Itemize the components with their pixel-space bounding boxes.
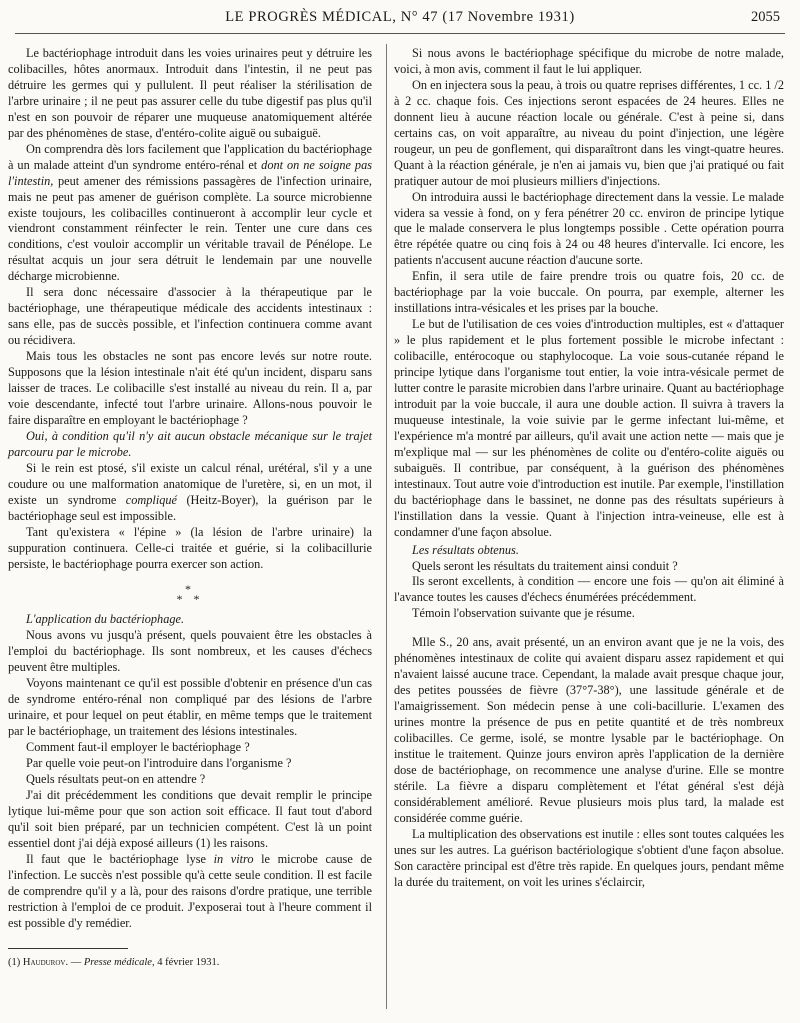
- page-header: [0, 9, 800, 35]
- footnote-source: Presse médicale: [83, 956, 152, 968]
- footnote-dash: —: [68, 956, 84, 968]
- paragraph: Enfin, il sera utile de faire prendre trois ou quatre fois, 20 cc. de bactériophage par la voie buccale. On pourra, par exemple, alterner les instillations intra-vésicales et les prises par la bouche.: [394, 269, 784, 316]
- paragraph: [8, 461, 372, 525]
- emphasis-text: in vitro: [213, 851, 254, 866]
- paragraph: [8, 852, 372, 932]
- section-title: L'application du bactériophage.: [26, 612, 185, 627]
- footnote-date: , 4 février 1931.: [151, 956, 220, 968]
- header-rule: [15, 33, 785, 34]
- paragraph: On introduira aussi le bactériophage directement dans la vessie. Le malade videra sa vessie à fond, on y fera pénétrer 20 cc. environ de principe lytique que le malade conservera le plus longtemps possible . Cette opération pourra être répétée quatre ou cinq fois à 24 ou 48 heures d'intervalle. Ici encore, les patients n'accusent aucune réaction d'aucune sorte.: [394, 189, 784, 268]
- footnote-rule: [8, 948, 128, 949]
- column-divider: [386, 44, 387, 1009]
- paragraph: Le but de l'utilisation de ces voies d'introduction multiples, est « d'attaquer » le plus rapidement et le plus fortement possible le microbe infectant : colibacille, entérocoque ou staphylocoque. La voie sous-cutanée répand le principe lytique dans l'organisme tout entier, la voie intra-vésicale permet de lutter contre le parasite microbien dans l'arbre urinaire. Quant au bactériophage introduit par la voie buccale, il aura une double action. Il suivra à travers la muqueuse intestinale, la voie suivie par le germe infectant lui-même, et l'expérience m'a montré par ailleurs, qu'il avait une action nette — mais que je m'explique mal — sur les phénomènes de colite ou d'entéro-colite aiguës ou subaiguës. Il contribue, par conséquent, à la guérison des phénomènes intestinaux. Tout autre voie d'introduction est inutile. Par exemple, l'instillation du bactériophage dans le bassinet, ne donne pas des résultats supérieurs à l'instillation dans la vessie. Quant à l'injection intra-veineuse, elle est à condamner d'une façon absolue.: [394, 317, 784, 539]
- case-report-paragraph: Mlle S., 20 ans, avait présenté, un an environ avant que je ne la vois, des phénomènes intestinaux de colite qui avaient disparu assez rapidement et qui n'avaient laissé aucune trace. Cependant, la malade avait presque chaque jour, des petites poussées de fièvre (37°7-38°), une lassitude générale et de l'amaigrissement. Son médecin pense à une coli-bacillurie. L'examen des urines montre la présence de pus en petite quantité et de très nombreux colibacilles. Ce germe, isolé, se montre lysable par le bactériophage. On institue le traitement. Quinze jours environ après l'application de la dernière dose de bactériophage, on recommence une analyse d'urine. Elle se montre stérile. La fièvre a disparu complètement et l'état général s'est déjà considérablement amélioré. Revue plusieurs mois plus tard, la malade est considérée comme guérie.: [394, 635, 784, 825]
- separator-star: *: [185, 582, 195, 597]
- paragraph: Voyons maintenant ce qu'il est possible d'obtenir en présence d'un cas de syndrome entéro-rénal non compliqué par des lésions de l'arbre urinaire, et pour lequel on peut établir, en même temps que le traitement par le bactériophage, un traitement des lésions intestinales.: [8, 676, 372, 739]
- paragraph: Comment faut-il employer le bactériophage ?: [26, 740, 250, 755]
- paragraph: Ils seront excellents, à condition — encore une fois — qu'on ait éliminé à l'avance toutes les causes d'échecs énumérées précédemment.: [394, 574, 784, 605]
- paragraph-text: (Heitz-Boyer), la guérison par le bactériophage seul est impossible.: [8, 492, 373, 523]
- paragraph-text: le microbe cause de l'infection. Le succès n'est possible qu'à cette seule condition. Il est facile de comprendre qu'il y a là, pour des raisons d'ordre pratique, une terrible restriction à l'emploi de ce produit. J'exposerai tout à l'heure comment il est possible d'y remédier.: [8, 851, 372, 930]
- paragraph: J'ai dit précédemment les conditions que devait remplir le principe lytique lui-même pour que son action soit efficace. Il faut tout d'abord qu'il soit bien préparé, par un technicien compétent. C'est là un point essentiel dont j'ai déjà exposé ailleurs (1) les raisons.: [8, 787, 372, 850]
- section-separator: [8, 582, 372, 607]
- paragraph: [8, 142, 372, 286]
- running-title: LE PROGRÈS MÉDICAL, N° 47 (17 Novembre 1931): [225, 9, 575, 25]
- paragraph-text: peut amener des rémissions passagères de l'infection urinaire, mais ne peut pas amener de guérison complète. La source microbienne existe toujours, les colibacilles continueront à accomplir leur cycle et viendront constamment réinfecter le rein. Tenter une cure dans ces conditions, c'est vouloir accomplir un véritable travail de Pénélope. Le résultat acquis un jour sera détruit le lendemain par une nouvelle décharge microbienne.: [8, 173, 372, 284]
- right-column: [394, 46, 784, 891]
- paragraph: La multiplication des observations est inutile : elles sont toutes calquées les unes sur les autres. La guérison bactériologique s'obtient d'une façon absolue. Son caractère principal est d'être très rapide. En quelques jours, pendant même la durée du traitement, on voit les urines s'éclaircir,: [394, 826, 784, 889]
- paragraph: Témoin l'observation suivante que je résume.: [412, 606, 635, 621]
- footnote: [8, 955, 372, 971]
- footnote-author: Haudurov.: [22, 956, 69, 968]
- left-column: [8, 46, 372, 970]
- paragraph-text: On comprendra dès lors facilement que l'application du bactériophage à un malade atteint d'un syndrome entéro-rénal et: [8, 141, 372, 172]
- section-title: Les résultats obtenus.: [412, 542, 519, 557]
- emphasis-paragraph: Oui, à condition qu'il n'y ait aucun obstacle mécanique sur le trajet parcouru par le microbe.: [8, 428, 372, 459]
- paragraph: Le bactériophage introduit dans les voies urinaires peut y détruire les colibacilles, hôtes anormaux. Introduit dans l'intestin, il ne peut pas détruire les germes qui y pullulent. Il peut réaliser la stérilisation de l'arbre urinaire ; il ne peut pas assurer celle du tube digestif pas plus qu'il n'est en son pouvoir de réparer une muqueuse anatomiquement altérée par des phénomènes de stase, d'entéro-colite aiguë ou subaiguë.: [8, 46, 372, 140]
- emphasis-text: compliqué: [125, 492, 178, 507]
- footnote-marker: (1): [8, 956, 23, 968]
- paragraph: Quels résultats peut-on en attendre ?: [26, 771, 206, 786]
- paragraph: On en injectera sous la peau, à trois ou quatre reprises différentes, 1 cc. 1 /2 à 2 cc. chaque fois. Ces injections seront espacées de 24 heures. Elles ne donnent lieu à aucune réaction locale ou générale. C'est à peine si, dans certains cas, on voit apparaître, au niveau du point d'injection, une légère rougeur, un peu de gonflement, qui disparaîtront dans les vingt-quatre heures. Quant à la réaction générale, je n'en ai jamais vu, bien que j'ai pratiqué ou fait pratiquer autour de moi plusieurs milliers d'injections.: [394, 77, 784, 188]
- page-number: 2055: [751, 9, 780, 25]
- paragraph: Mais tous les obstacles ne sont pas encore levés sur notre route. Supposons que la lésion intestinale n'ait été qu'un incident, disparu sans laisser de traces. Le colibacille s'est installé au niveau du rein. Il a, par voie descendante, infecté tout l'arbre urinaire. Allons-nous pouvoir le faire disparaître en employant le bactériophage ?: [8, 349, 372, 427]
- paragraph: Nous avons vu jusqu'à présent, quels pouvaient être les obstacles à l'emploi du bactériophage. Ils sont nombreux, et les causes d'échecs peuvent être multiples.: [8, 628, 372, 675]
- emphasis-text: dont on ne soigne pas l'intestin,: [8, 157, 372, 188]
- paragraph-text: Il faut que le bactériophage lyse: [26, 851, 214, 866]
- paragraph: Quels seront les résultats du traitement ainsi conduit ?: [412, 558, 678, 573]
- paragraph-text: Si le rein est ptosé, s'il existe un calcul rénal, urétéral, s'il y a une coudure ou une malformation anatomique de l'uretère, si, en un mot, il existe un syndrome: [8, 460, 372, 507]
- paragraph: Par quelle voie peut-on l'introduire dans l'organisme ?: [26, 756, 292, 771]
- separator-stars: * *: [176, 592, 204, 607]
- paragraph: Il sera donc nécessaire d'associer à la thérapeutique par le bactériophage, une thérapeutique médicale des accidents intestinaux : sans elle, pas de succès possible, et l'infection continuera comme avant ou récidivera.: [8, 285, 372, 348]
- paragraph: Si nous avons le bactériophage spécifique du microbe de notre malade, voici, à mon avis, comment il faut le lui appliquer.: [394, 46, 784, 76]
- paragraph: Tant qu'existera « l'épine » (la lésion de l'arbre urinaire) la suppuration continuera. Celle-ci traitée et guérie, si la colibacillurie persiste, le bactériophage pourra exercer son action.: [8, 524, 372, 571]
